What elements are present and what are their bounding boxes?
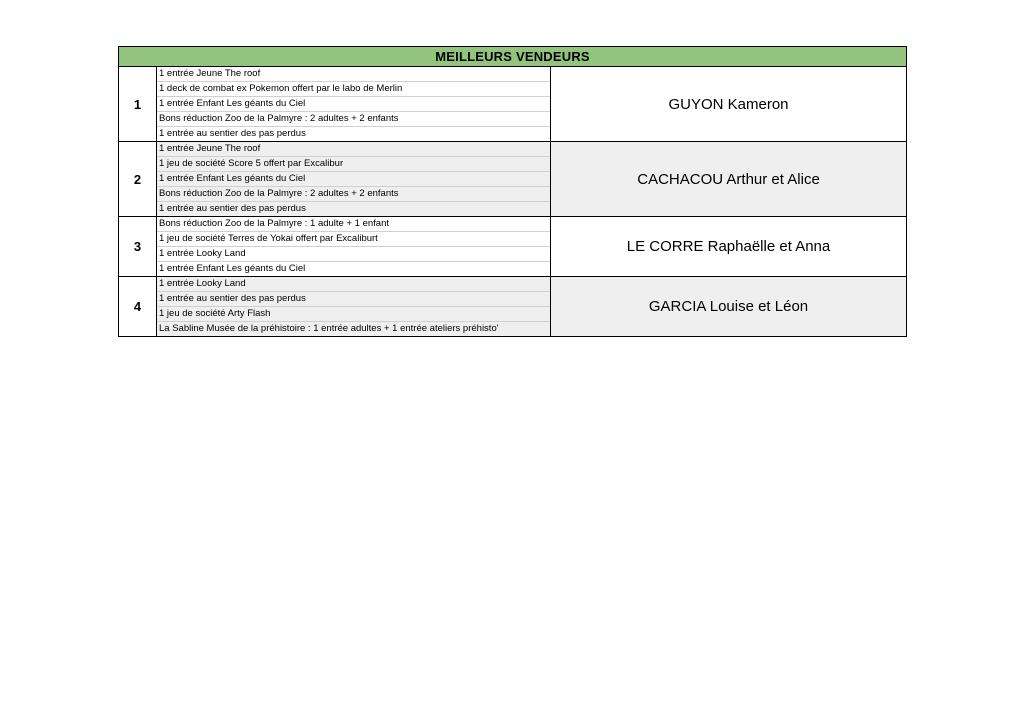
prizes-cell	[157, 217, 551, 277]
prize-item: 1 jeu de société Terres de Yokai offert par Excaliburt	[157, 232, 550, 247]
table-row	[119, 217, 907, 277]
prize-item: Bons réduction Zoo de la Palmyre : 1 adulte + 1 enfant	[157, 217, 550, 232]
prize-item: 1 entrée Enfant Les géants du Ciel	[157, 172, 550, 187]
table-body	[119, 67, 907, 337]
prize-item: 1 entrée au sentier des pas perdus	[159, 203, 306, 214]
prize-item: 1 entrée Jeune The roof	[157, 142, 550, 157]
winner-name: GARCIA Louise et Léon	[551, 277, 907, 337]
rank-cell: 1	[119, 67, 157, 142]
rank-cell: 4	[119, 277, 157, 337]
prize-item: La Sabline Musée de la préhistoire : 1 entrée adultes + 1 entrée ateliers préhisto'	[159, 323, 499, 334]
prizes-cell	[157, 142, 551, 217]
prizes-cell	[157, 277, 551, 337]
prize-item: 1 jeu de société Arty Flash	[157, 307, 550, 322]
spreadsheet-page	[118, 46, 906, 337]
prize-item: 1 deck de combat ex Pokemon offert par le labo de Merlin	[157, 82, 550, 97]
prize-item: 1 entrée Looky Land	[157, 247, 550, 262]
prize-item: 1 jeu de société Score 5 offert par Excalibur	[157, 157, 550, 172]
prize-item: 1 entrée Enfant Les géants du Ciel	[157, 97, 550, 112]
prize-item: Bons réduction Zoo de la Palmyre : 2 adultes + 2 enfants	[157, 112, 550, 127]
prize-item: 1 entrée Jeune The roof	[157, 67, 550, 82]
rank-cell: 2	[119, 142, 157, 217]
prizes-cell	[157, 67, 551, 142]
winner-name: CACHACOU Arthur et Alice	[551, 142, 907, 217]
best-sellers-table	[118, 46, 907, 337]
prize-item: 1 entrée Enfant Les géants du Ciel	[159, 263, 306, 274]
prize-item: 1 entrée Looky Land	[157, 277, 550, 292]
table-row	[119, 142, 907, 217]
winner-name: LE CORRE Raphaëlle et Anna	[551, 217, 907, 277]
prize-item: Bons réduction Zoo de la Palmyre : 2 adultes + 2 enfants	[157, 187, 550, 202]
table-row	[119, 67, 907, 142]
table-title: MEILLEURS VENDEURS	[119, 47, 907, 67]
winner-name: GUYON Kameron	[551, 67, 907, 142]
prize-item: 1 entrée au sentier des pas perdus	[159, 128, 306, 139]
prize-item: 1 entrée au sentier des pas perdus	[157, 292, 550, 307]
table-row	[119, 277, 907, 337]
rank-cell: 3	[119, 217, 157, 277]
